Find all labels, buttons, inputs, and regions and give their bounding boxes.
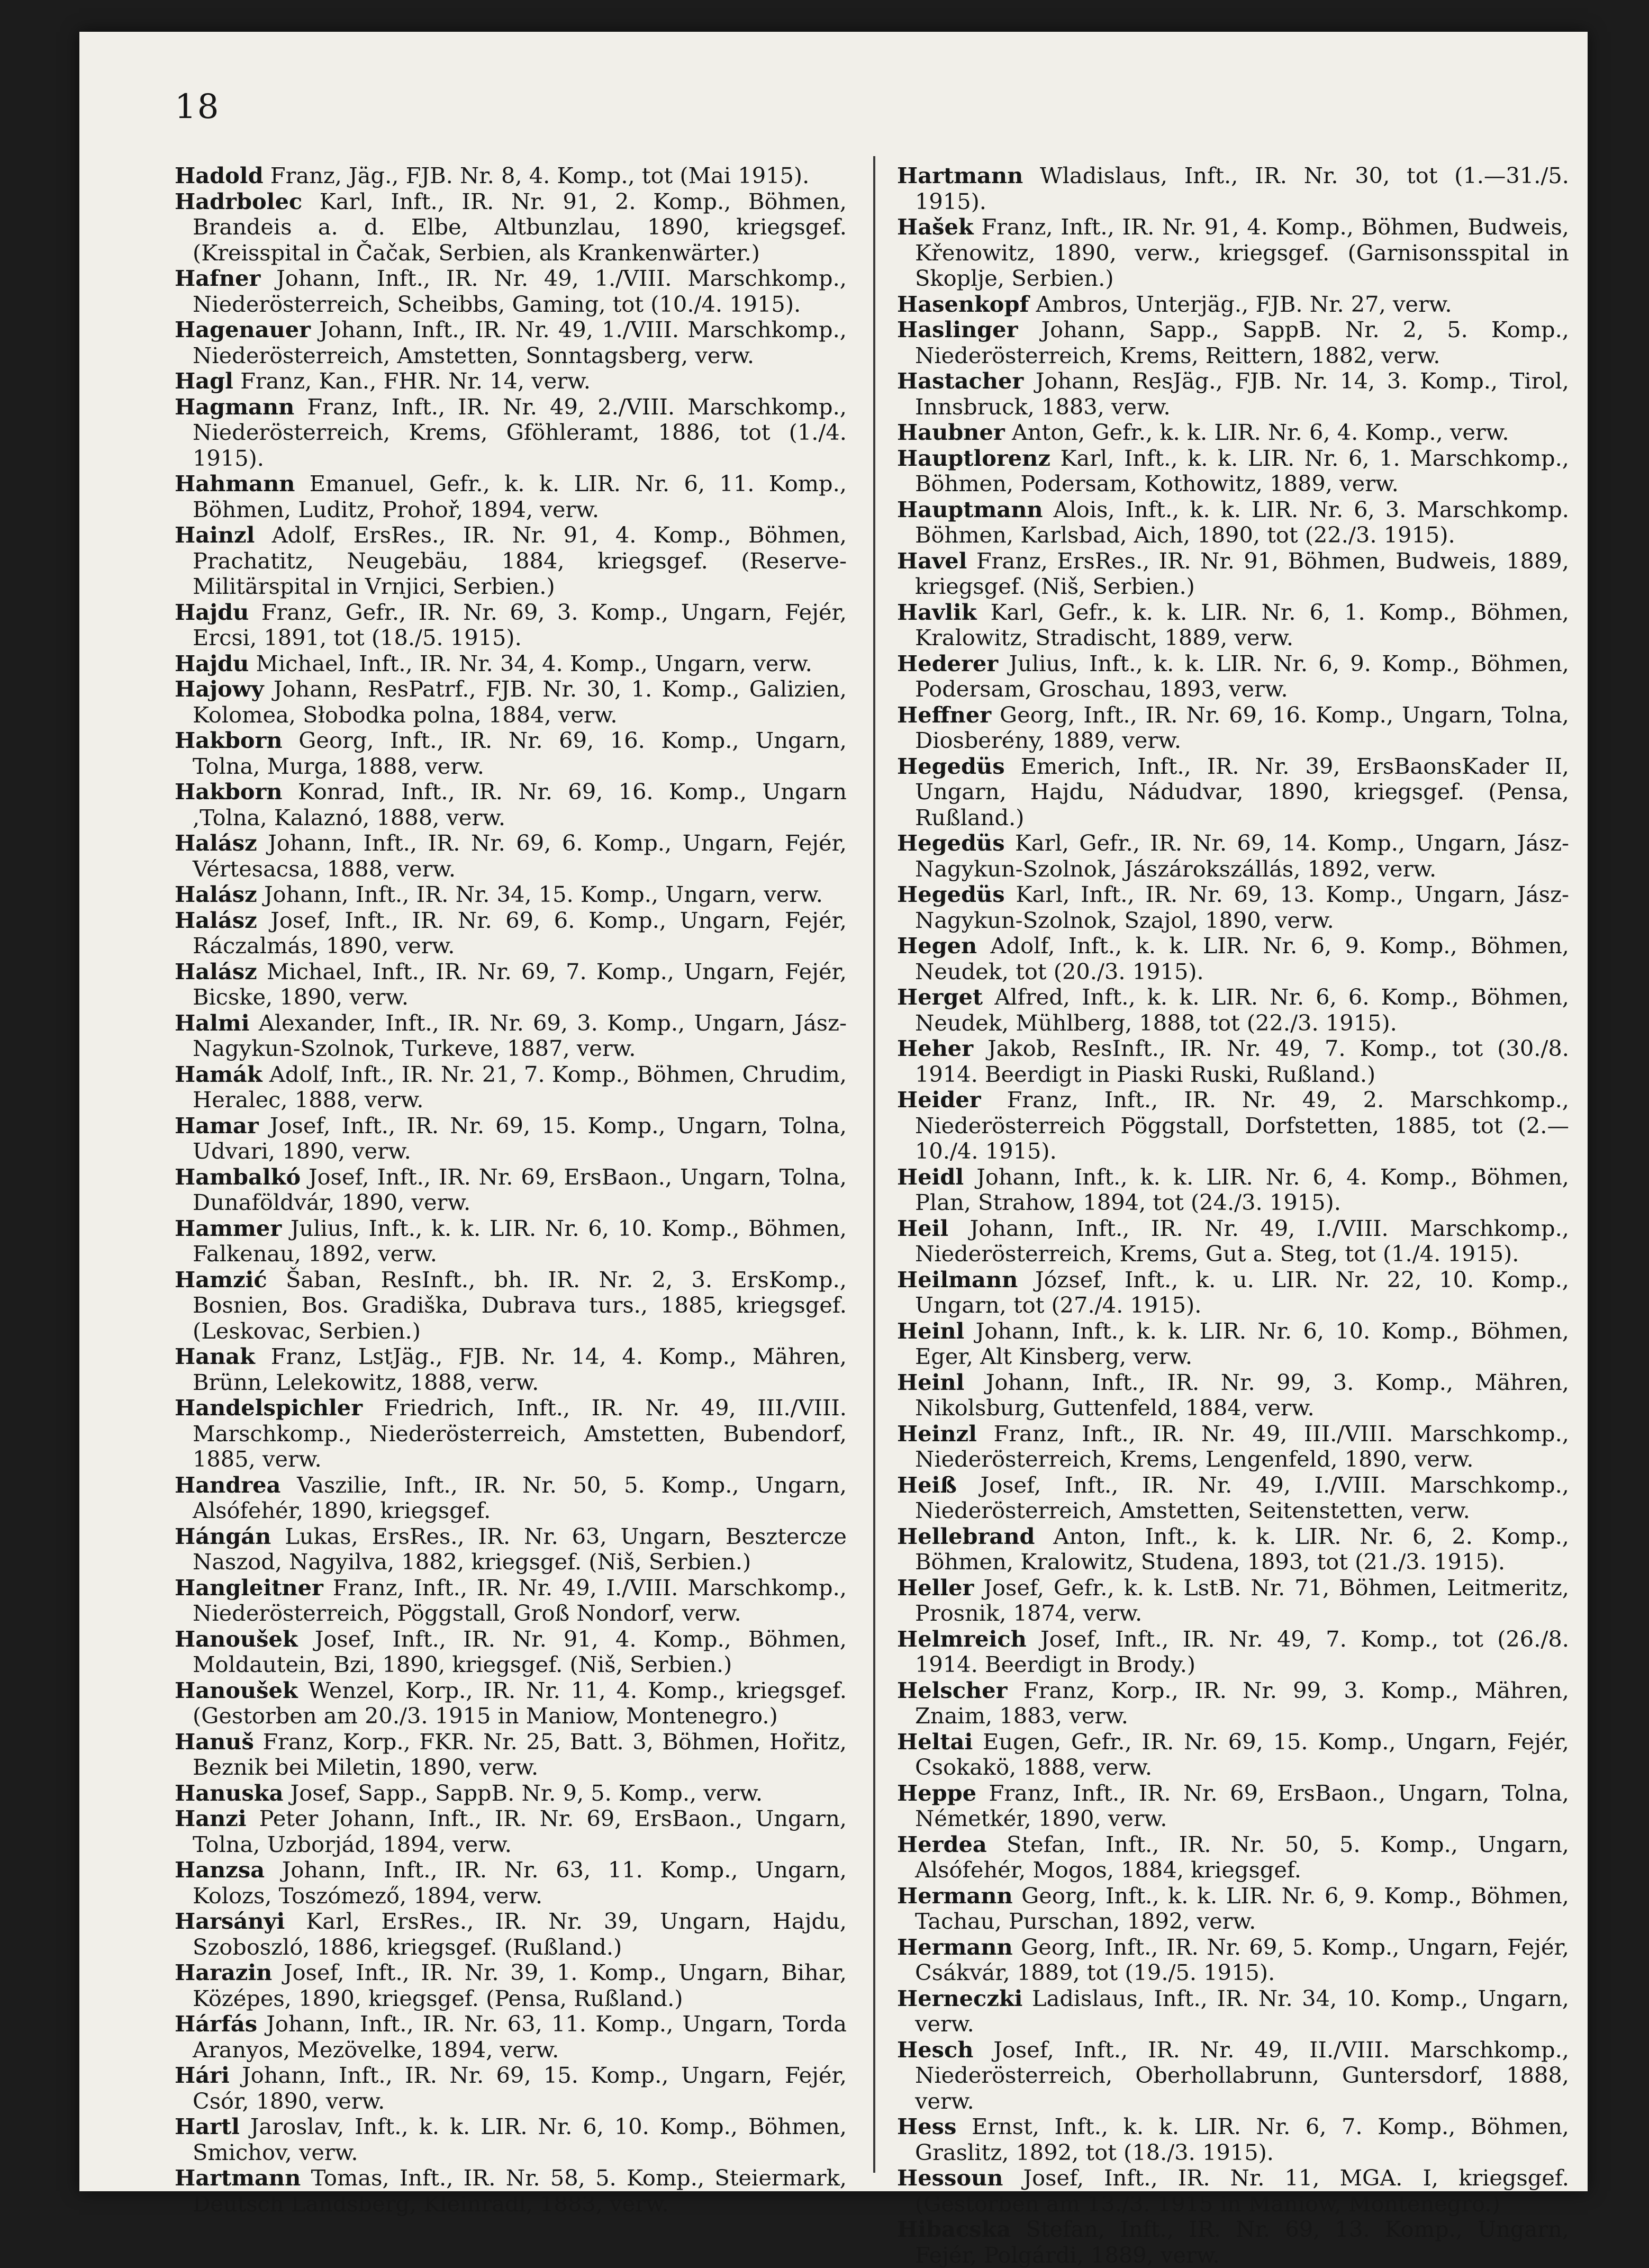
- entry-details: Johann, Inft., IR. Nr. 49, 1./VIII. Marschkomp., Niederösterreich, Scheibbs, Gaming, tot (10./4. 1915).: [193, 265, 847, 317]
- register-entry: [897, 754, 1569, 831]
- entry-details: Julius, Inft., k. k. LIR. Nr. 6, 9. Komp., Böhmen, Podersam, Groschau, 1893, verw.: [915, 650, 1569, 702]
- entry-surname: Handrea: [175, 1471, 281, 1498]
- entry-surname: Hangleitner: [175, 1574, 323, 1601]
- entry-details: Franz, Inft., IR. Nr. 49, I./VIII. Marschkomp., Niederösterreich, Pöggstall, Groß Nondorf, verw.: [193, 1574, 847, 1626]
- page-number: 18: [175, 87, 220, 126]
- entry-details: Karl, Inft., IR. Nr. 91, 2. Komp., Böhmen, Brandeis a. d. Elbe, Altbunzlau, 1890, kriegsgef. (Kreisspital in Čačak, Serbien, als Krankenwärter.): [193, 188, 847, 266]
- register-entry: [175, 1164, 847, 1216]
- entry-surname: Hartl: [175, 2113, 240, 2139]
- register-entry: [175, 317, 847, 368]
- register-entry: [175, 368, 847, 394]
- entry-surname: Hamák: [175, 1061, 262, 1087]
- entry-details: Josef, Gefr., k. k. LstB. Nr. 71, Böhmen, Leitmeritz, Prosnik, 1874, verw.: [915, 1574, 1569, 1626]
- entry-details: Johann, Inft., k. k. LIR. Nr. 6, 10. Komp., Böhmen, Eger, Alt Kinsberg, verw.: [915, 1317, 1569, 1369]
- register-entry: [175, 163, 847, 189]
- entry-details: Franz, Inft., IR. Nr. 69, ErsBaon., Ungarn, Tolna, Németkér, 1890, verw.: [915, 1779, 1569, 1831]
- register-entry: [897, 2037, 1569, 2115]
- entry-details: Michael, Inft., IR. Nr. 34, 4. Komp., Ungarn, verw.: [256, 650, 812, 676]
- entry-details: Franz, Jäg., FJB. Nr. 8, 4. Komp., tot (Mai 1915).: [270, 162, 810, 188]
- entry-surname: Hahmann: [175, 471, 295, 496]
- entry-surname: Herget: [897, 984, 983, 1010]
- entry-surname: Hermann: [897, 1933, 1013, 1960]
- entry-surname: Heffner: [897, 701, 992, 728]
- register-entry: [175, 600, 847, 651]
- register-entry: [175, 1113, 847, 1164]
- register-entry: [897, 292, 1569, 318]
- entry-details: Alfred, Inft., k. k. LIR. Nr. 6, 6. Komp., Böhmen, Neudek, Mühlberg, 1888, tot (22./3. 1915).: [915, 984, 1569, 1036]
- register-entry: [897, 1370, 1569, 1421]
- entry-surname: Hajdu: [175, 650, 249, 676]
- register-entry: [897, 548, 1569, 600]
- entry-surname: Hanak: [175, 1343, 255, 1369]
- register-entry: [897, 1575, 1569, 1627]
- entry-details: Anton, Inft., k. k. LIR. Nr. 6, 2. Komp., Böhmen, Kralowitz, Studena, 1893, tot (21./3. 1915).: [915, 1523, 1569, 1575]
- entry-details: Johann, Inft., IR. Nr. 49, I./VIII. Marschkomp., Niederösterreich, Krems, Gut a. Steg, tot (1./4. 1915).: [915, 1215, 1569, 1267]
- entry-details: Johann, Inft., IR. Nr. 99, 3. Komp., Mähren, Nikolsburg, Guttenfeld, 1884, verw.: [915, 1369, 1569, 1421]
- entry-surname: Heltai: [897, 1728, 973, 1755]
- register-entry: [175, 1010, 847, 1062]
- entry-surname: Heher: [897, 1035, 974, 1061]
- register-entry: [897, 420, 1569, 446]
- entry-surname: Hederer: [897, 650, 999, 676]
- entry-details: Josef, Inft., IR. Nr. 91, 4. Komp., Böhmen, Moldautein, Bzi, 1890, kriegsgef. (Niš, Serbien.): [193, 1625, 847, 1677]
- entry-details: Ernst, Inft., k. k. LIR. Nr. 6, 7. Komp., Böhmen, Graslitz, 1892, tot (18./3. 1915).: [915, 2113, 1569, 2165]
- entry-details: Johann, Inft., k. k. LIR. Nr. 6, 4. Komp., Böhmen, Plan, Strahow, 1894, tot (24./3. 1915).: [915, 1163, 1569, 1215]
- entry-details: Emanuel, Gefr., k. k. LIR. Nr. 6, 11. Komp., Böhmen, Luditz, Prohoř, 1894, verw.: [193, 471, 847, 522]
- entry-surname: Haubner: [897, 419, 1005, 445]
- register-entry: [897, 1318, 1569, 1370]
- entry-details: Jaroslav, Inft., k. k. LIR. Nr. 6, 10. Komp., Böhmen, Smichov, verw.: [193, 2113, 847, 2165]
- entry-surname: Hagmann: [175, 393, 295, 420]
- entry-surname: Hajdu: [175, 599, 249, 625]
- entry-details: Johann, Inft., IR. Nr. 34, 15. Komp., Ungarn, verw.: [264, 881, 823, 907]
- register-entry: [897, 1678, 1569, 1729]
- register-entry: [897, 497, 1569, 548]
- entry-surname: Hesch: [897, 2036, 974, 2063]
- entry-surname: Hellebrand: [897, 1523, 1035, 1549]
- entry-details: Stefan, Inft., IR. Nr. 50, 5. Komp., Ungarn, Alsófehér, Mogos, 1884, kriegsgef.: [915, 1831, 1569, 1883]
- entry-details: Franz, Inft., IR. Nr. 91, 4. Komp., Böhmen, Budweis, Křenowitz, 1890, verw., kriegsgef. (Garnisonsspital in Skoplje, Serbien.): [915, 214, 1569, 291]
- register-entry: [897, 368, 1569, 420]
- entry-details: Franz, Korp., IR. Nr. 99, 3. Komp., Mähren, Znaim, 1883, verw.: [915, 1677, 1569, 1729]
- left-column: [175, 163, 847, 2217]
- entry-details: Peter Johann, Inft., IR. Nr. 69, ErsBaon., Ungarn, Tolna, Uzborjád, 1894, verw.: [193, 1805, 847, 1857]
- entry-details: Vaszilie, Inft., IR. Nr. 50, 5. Komp., Ungarn, Alsófehér, 1890, kriegsgef.: [193, 1471, 847, 1523]
- register-entry: [897, 2114, 1569, 2165]
- entry-surname: Halmi: [175, 1009, 250, 1036]
- entry-details: Karl, Gefr., k. k. LIR. Nr. 6, 1. Komp., Böhmen, Kralowitz, Stradischt, 1889, verw.: [915, 599, 1569, 650]
- entry-details: Josef, Inft., IR. Nr. 11, MGA. I, kriegsgef. (Gestorben am 13./3. 1915 in Maniow, Montenegro.): [915, 2165, 1569, 2217]
- register-entry: [897, 882, 1569, 933]
- entry-surname: Halász: [175, 907, 257, 933]
- entry-details: Michael, Inft., IR. Nr. 69, 7. Komp., Ungarn, Fejér, Bicske, 1890, verw.: [193, 958, 847, 1010]
- entry-surname: Hanuska: [175, 1779, 284, 1806]
- entry-details: Šaban, ResInft., bh. IR. Nr. 2, 3. ErsKomp., Bosnien, Bos. Gradiška, Dubrava turs., 1885, kriegsgef. (Leskovac, Serbien.): [193, 1266, 847, 1344]
- register-entry: [897, 933, 1569, 984]
- entry-surname: Halász: [175, 881, 257, 907]
- entry-details: Josef, Inft., IR. Nr. 69, ErsBaon., Ungarn, Tolna, Dunaföldvár, 1890, verw.: [193, 1163, 847, 1215]
- entry-surname: Hambalkó: [175, 1163, 301, 1190]
- register-entry: [175, 1781, 847, 1806]
- entry-details: Karl, ErsRes., IR. Nr. 39, Ungarn, Hajdu, Szoboszló, 1886, kriegsgef. (Rußland.): [193, 1908, 847, 1960]
- entry-surname: Hakborn: [175, 727, 283, 753]
- column-divider: [873, 156, 875, 2173]
- entry-details: Franz, LstJäg., FJB. Nr. 14, 4. Komp., Mähren, Brünn, Lelekowitz, 1888, verw.: [193, 1343, 847, 1395]
- entry-details: Franz, Inft., IR. Nr. 49, III./VIII. Marschkomp., Niederösterreich, Krems, Lengenfeld, 1890, verw.: [915, 1420, 1569, 1472]
- register-entry: [175, 2063, 847, 2114]
- register-entry: [897, 1267, 1569, 1318]
- register-entry: [897, 1421, 1569, 1472]
- register-entry: [175, 189, 847, 266]
- entry-surname: Heider: [897, 1087, 981, 1113]
- entry-surname: Hanoušek: [175, 1677, 298, 1703]
- register-entry: [897, 600, 1569, 651]
- entry-surname: Hagl: [175, 368, 233, 394]
- register-entry: [175, 522, 847, 600]
- entry-details: Jakob, ResInft., IR. Nr. 49, 7. Komp., tot (30./8. 1914. Beerdigt in Piaski Ruski, Rußland.): [915, 1035, 1569, 1087]
- entry-surname: Hermann: [897, 1882, 1013, 1909]
- register-entry: [897, 214, 1569, 292]
- entry-surname: Hadold: [175, 162, 264, 188]
- entry-surname: Harazin: [175, 1959, 273, 1985]
- register-entry: [175, 1472, 847, 1524]
- entry-details: Franz, Kan., FHR. Nr. 14, verw.: [240, 368, 591, 394]
- entry-details: Karl, Inft., IR. Nr. 69, 13. Komp., Ungarn, Jász-Nagykun-Szolnok, Szajol, 1890, verw.: [915, 881, 1569, 933]
- register-entry: [175, 1216, 847, 1267]
- register-entry: [175, 1395, 847, 1472]
- entry-details: Ambros, Unterjäg., FJB. Nr. 27, verw.: [1036, 291, 1452, 317]
- entry-details: Friedrich, Inft., IR. Nr. 49, III./VIII. Marschkomp., Niederösterreich, Amstetten, Bubendorf, 1885, verw.: [193, 1395, 847, 1472]
- entry-surname: Hauptlorenz: [897, 445, 1050, 471]
- register-entry: [897, 984, 1569, 1036]
- entry-surname: Hamzić: [175, 1266, 267, 1293]
- entry-surname: Hadrbolec: [175, 188, 303, 214]
- entry-surname: Hegedüs: [897, 753, 1005, 779]
- register-entry: [175, 1575, 847, 1627]
- register-entry: [897, 830, 1569, 882]
- register-entry: [175, 2114, 847, 2165]
- entry-surname: Hegedüs: [897, 830, 1005, 856]
- entry-surname: Hessoun: [897, 2165, 1003, 2191]
- register-entry: [897, 1832, 1569, 1883]
- entry-details: Johann, Inft., IR. Nr. 49, 1./VIII. Marschkomp., Niederösterreich, Amstetten, Sonntagsberg, verw.: [193, 317, 847, 368]
- register-entry: [175, 2165, 847, 2217]
- entry-surname: Heilmann: [897, 1266, 1018, 1293]
- entry-surname: Herneczki: [897, 1985, 1023, 2011]
- register-entry: [175, 830, 847, 882]
- register-entry: [897, 446, 1569, 497]
- entry-details: Franz, Inft., IR. Nr. 49, 2./VIII. Marschkomp., Niederösterreich, Krems, Gföhleramt, 1886, tot (1./4. 1915).: [193, 393, 847, 471]
- entry-surname: Hainzl: [175, 522, 255, 548]
- entry-surname: Hartmann: [897, 162, 1023, 188]
- entry-details: Johann, Sapp., SappB. Nr. 2, 5. Komp., Niederösterreich, Krems, Reittern, 1882, verw.: [915, 317, 1569, 368]
- register-entry: [897, 651, 1569, 702]
- entry-surname: Hanzsa: [175, 1857, 265, 1883]
- register-entry: [175, 1524, 847, 1575]
- entry-details: Josef, Inft., IR. Nr. 49, 7. Komp., tot (26./8. 1914. Beerdigt in Brody.): [915, 1625, 1569, 1677]
- entry-details: Adolf, ErsRes., IR. Nr. 91, 4. Komp., Böhmen, Prachatitz, Neugebäu, 1884, kriegsgef. (Reserve-Militärspital in Vrnjici, Serbien.): [193, 522, 847, 599]
- entry-surname: Heil: [897, 1215, 949, 1241]
- register-entry: [175, 728, 847, 779]
- entry-details: Eugen, Gefr., IR. Nr. 69, 15. Komp., Ungarn, Fejér, Csokakö, 1888, verw.: [915, 1728, 1569, 1780]
- register-entry: [175, 471, 847, 522]
- entry-surname: Hagenauer: [175, 317, 311, 342]
- register-entry: [897, 1729, 1569, 1781]
- register-entry: [175, 651, 847, 677]
- entry-details: Josef, Inft., IR. Nr. 49, I./VIII. Marschkomp., Niederösterreich, Amstetten, Seitenstetten, verw.: [915, 1471, 1569, 1523]
- register-entry: [897, 1164, 1569, 1216]
- entry-details: Josef, Inft., IR. Nr. 69, 6. Komp., Ungarn, Fejér, Ráczalmás, 1890, verw.: [193, 907, 847, 959]
- entry-surname: Haslinger: [897, 317, 1018, 342]
- register-entry: [897, 2217, 1569, 2268]
- entry-surname: Halász: [175, 830, 257, 856]
- entry-details: Georg, Inft., IR. Nr. 69, 16. Komp., Ungarn, Tolna, Murga, 1888, verw.: [193, 727, 847, 779]
- entry-details: Josef, Inft., IR. Nr. 69, 15. Komp., Ungarn, Tolna, Udvari, 1890, verw.: [193, 1112, 847, 1164]
- register-entry: [175, 959, 847, 1010]
- entry-details: Franz, Inft., IR. Nr. 49, 2. Marschkomp., Niederösterreich Pöggstall, Dorfstetten, 1885, tot (2.—10./4. 1915).: [915, 1087, 1569, 1164]
- register-entry: [175, 779, 847, 830]
- register-entry: [175, 908, 847, 959]
- entry-surname: Hastacher: [897, 368, 1024, 394]
- entry-surname: Herdea: [897, 1831, 987, 1857]
- register-entry: [175, 1062, 847, 1113]
- entry-surname: Hašek: [897, 214, 974, 240]
- register-entry: [897, 1036, 1569, 1087]
- register-entry: [175, 1678, 847, 1729]
- entry-surname: Hanzi: [175, 1805, 247, 1831]
- entry-surname: Heinl: [897, 1317, 965, 1344]
- entry-details: Adolf, Inft., IR. Nr. 21, 7. Komp., Böhmen, Chrudim, Heralec, 1888, verw.: [193, 1061, 847, 1113]
- entry-details: József, Inft., k. u. LIR. Nr. 22, 10. Komp., Ungarn, tot (27./4. 1915).: [915, 1266, 1569, 1318]
- entry-surname: Hasenkopf: [897, 291, 1029, 317]
- register-entry: [175, 1729, 847, 1781]
- register-entry: [175, 2011, 847, 2063]
- entry-details: Franz, ErsRes., IR. Nr. 91, Böhmen, Budweis, 1889, kriegsgef. (Niš, Serbien.): [915, 547, 1569, 599]
- register-entry: [175, 1909, 847, 1960]
- register-entry: [897, 2165, 1569, 2217]
- entry-details: Karl, Inft., k. k. LIR. Nr. 6, 1. Marschkomp., Böhmen, Podersam, Kothowitz, 1889, verw.: [915, 445, 1570, 496]
- entry-surname: Hess: [897, 2113, 957, 2139]
- entry-surname: Handelspichler: [175, 1395, 363, 1421]
- register-entry: [175, 1806, 847, 1857]
- entry-surname: Havel: [897, 547, 967, 574]
- register-entry: [175, 1267, 847, 1344]
- entry-surname: Hamar: [175, 1112, 259, 1138]
- entry-details: Ladislaus, Inft., IR. Nr. 34, 10. Komp., Ungarn, verw.: [915, 1985, 1569, 2037]
- entry-details: Franz, Korp., FKR. Nr. 25, Batt. 3, Böhmen, Hořitz, Beznik bei Miletin, 1890, verw.: [193, 1728, 847, 1780]
- register-entry: [175, 676, 847, 728]
- register-entry: [897, 163, 1569, 214]
- register-entry: [897, 1627, 1569, 1678]
- entry-details: Franz, Gefr., IR. Nr. 69, 3. Komp., Ungarn, Fejér, Ercsi, 1891, tot (18./5. 1915).: [193, 599, 847, 650]
- entry-surname: Heiß: [897, 1471, 957, 1498]
- entry-surname: Hafner: [175, 265, 261, 291]
- register-entry: [897, 1883, 1569, 1935]
- entry-details: Alexander, Inft., IR. Nr. 69, 3. Komp., Ungarn, Jász-Nagykun-Szolnok, Turkeve, 1887, verw.: [193, 1009, 847, 1061]
- entry-details: Emerich, Inft., IR. Nr. 39, ErsBaonsKader II, Ungarn, Hajdu, Nádudvar, 1890, kriegsgef. (Pensa, Rußland.): [915, 753, 1569, 830]
- entry-details: Stefan, Inft., IR. Nr. 69, 13. Komp., Ungarn, Fejér, Polgárdi, 1889, verw.: [915, 2216, 1569, 2268]
- entry-surname: Hanoušek: [175, 1625, 298, 1652]
- entry-surname: Heinzl: [897, 1420, 977, 1447]
- entry-details: Johann, Inft., IR. Nr. 69, 6. Komp., Ungarn, Fejér, Vértesacsa, 1888, verw.: [193, 830, 847, 882]
- register-entry: [897, 702, 1569, 754]
- document-page: [79, 32, 1588, 2268]
- register-entry: [897, 1781, 1569, 1832]
- entry-details: Johann, ResJäg., FJB. Nr. 14, 3. Komp., Tirol, Innsbruck, 1883, verw.: [915, 368, 1569, 420]
- entry-surname: Hári: [175, 2062, 230, 2088]
- entry-details: Georg, Inft., IR. Nr. 69, 16. Komp., Ungarn, Tolna, Diosberény, 1889, verw.: [915, 701, 1569, 753]
- entry-surname: Hárfás: [175, 2011, 258, 2037]
- entry-details: Georg, Inft., IR. Nr. 69, 5. Komp., Ungarn, Fejér, Csákvár, 1889, tot (19./5. 1915).: [915, 1933, 1569, 1985]
- register-entry: [175, 882, 847, 908]
- entry-details: Josef, Sapp., SappB. Nr. 9, 5. Komp., verw.: [290, 1779, 763, 1806]
- register-entry: [175, 266, 847, 317]
- entry-surname: Hegen: [897, 933, 977, 959]
- entry-details: Lukas, ErsRes., IR. Nr. 63, Ungarn, Besztercze Naszod, Nagyilva, 1882, kriegsgef. (Niš, Serbien.): [193, 1523, 847, 1575]
- entry-details: Georg, Inft., k. k. LIR. Nr. 6, 9. Komp., Böhmen, Tachau, Purschan, 1892, verw.: [915, 1882, 1569, 1934]
- entry-details: Wenzel, Korp., IR. Nr. 11, 4. Komp., kriegsgef. (Gestorben am 20./3. 1915 in Maniow, Montenegro.): [193, 1677, 847, 1729]
- register-entry: [175, 1857, 847, 1909]
- register-entry: [897, 1524, 1569, 1575]
- entry-surname: Harsányi: [175, 1908, 285, 1934]
- entry-surname: Havlik: [897, 599, 977, 625]
- register-entry: [897, 1216, 1569, 1267]
- entry-surname: Hegedüs: [897, 881, 1005, 907]
- entry-surname: Hanuš: [175, 1728, 254, 1755]
- entry-surname: Helmreich: [897, 1625, 1027, 1652]
- register-entry: [897, 1935, 1569, 1986]
- register-entry: [175, 394, 847, 472]
- entry-surname: Hángán: [175, 1523, 271, 1549]
- register-entry: [897, 1986, 1569, 2037]
- entry-details: Karl, Gefr., IR. Nr. 69, 14. Komp., Ungarn, Jász-Nagykun-Szolnok, Jászárokszállás, 1892, verw.: [915, 830, 1569, 882]
- entry-details: Johann, ResPatrf., FJB. Nr. 30, 1. Komp., Galizien, Kolomea, Słobodka polna, 1884, verw.: [193, 676, 847, 728]
- entry-details: Adolf, Inft., k. k. LIR. Nr. 6, 9. Komp., Böhmen, Neudek, tot (20./3. 1915).: [915, 933, 1569, 984]
- register-entry: [897, 1087, 1569, 1164]
- entry-surname: Heppe: [897, 1779, 977, 1806]
- right-column: [897, 163, 1569, 2268]
- register-entry: [175, 1960, 847, 2011]
- entry-details: Konrad, Inft., IR. Nr. 69, 16. Komp., Ungarn ,Tolna, Kalaznó, 1888, verw.: [193, 779, 847, 830]
- register-entry: [175, 1627, 847, 1678]
- register-entry: [175, 1344, 847, 1395]
- entry-details: Josef, Inft., IR. Nr. 39, 1. Komp., Ungarn, Bihar, Középes, 1890, kriegsgef. (Pensa, Rußland.): [193, 1959, 847, 2011]
- entry-surname: Hajowy: [175, 676, 264, 702]
- register-entry: [897, 317, 1569, 368]
- entry-details: Johann, Inft., IR. Nr. 63, 11. Komp., Ungarn, Torda Aranyos, Mezövelke, 1894, verw.: [193, 2011, 847, 2063]
- entry-surname: Hammer: [175, 1215, 282, 1241]
- entry-details: Wladislaus, Inft., IR. Nr. 30, tot (1.—31./5. 1915).: [915, 162, 1569, 214]
- entry-details: Johann, Inft., IR. Nr. 69, 15. Komp., Ungarn, Fejér, Csór, 1890, verw.: [193, 2062, 847, 2114]
- register-entry: [897, 1472, 1569, 1524]
- entry-surname: Heller: [897, 1574, 974, 1601]
- entry-surname: Hauptmann: [897, 496, 1043, 522]
- entry-surname: Helscher: [897, 1677, 1008, 1703]
- entry-details: Alois, Inft., k. k. LIR. Nr. 6, 3. Marschkomp. Böhmen, Karlsbad, Aich, 1890, tot (22./3. 1915).: [915, 496, 1569, 548]
- entry-details: Johann, Inft., IR. Nr. 63, 11. Komp., Ungarn, Kolozs, Toszómező, 1894, verw.: [193, 1857, 847, 1909]
- entry-surname: Hibacska: [897, 2216, 1011, 2242]
- entry-surname: Hakborn: [175, 779, 283, 805]
- entry-surname: Heidl: [897, 1163, 964, 1190]
- entry-details: Anton, Gefr., k. k. LIR. Nr. 6, 4. Komp., verw.: [1011, 419, 1509, 445]
- entry-surname: Heinl: [897, 1369, 965, 1395]
- entry-details: Tomas, Inft., IR. Nr. 58, 5. Komp., Steiermark, Deutsch Landsberg, Kleinradl, 1883, verw.: [193, 2165, 847, 2217]
- entry-details: Julius, Inft., k. k. LIR. Nr. 6, 10. Komp., Böhmen, Falkenau, 1892, verw.: [193, 1215, 847, 1267]
- entry-surname: Hartmann: [175, 2165, 301, 2191]
- entry-details: Josef, Inft., IR. Nr. 49, II./VIII. Marschkomp., Niederösterreich, Oberhollabrunn, Guntersdorf, 1888, verw.: [915, 2036, 1569, 2114]
- entry-surname: Halász: [175, 958, 257, 984]
